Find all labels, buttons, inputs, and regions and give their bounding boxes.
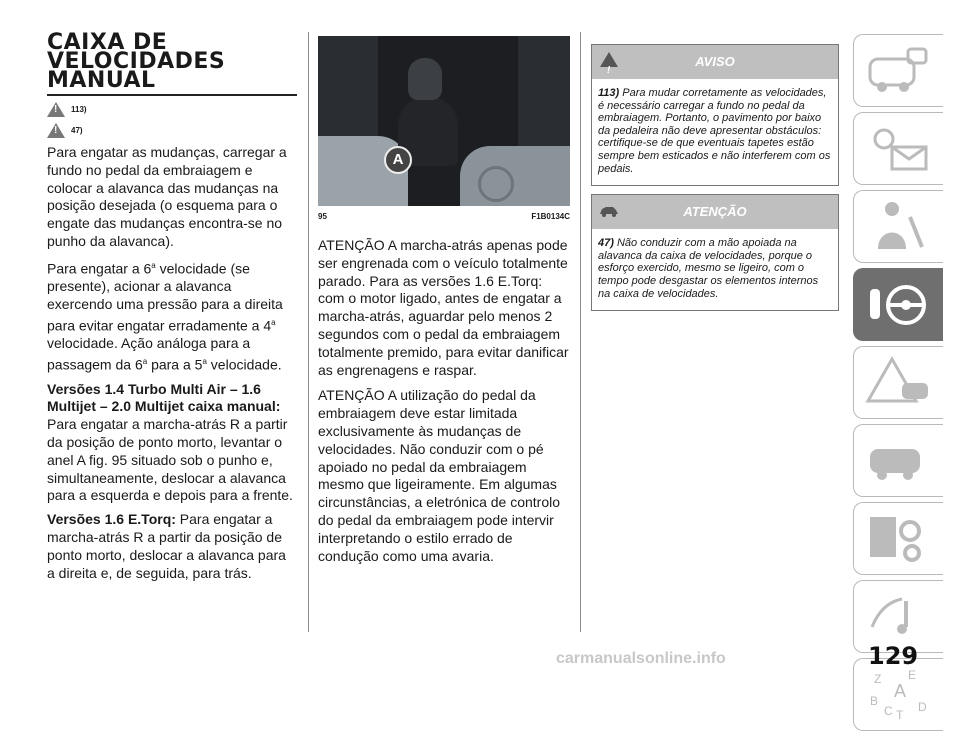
svg-text:B: B: [870, 694, 879, 708]
figure-code: F1B0134C: [531, 212, 570, 221]
atencao-text: 47) Não conduzir com a mão apoiada na alavanca da caixa de velocidades, porque o esforço exercido, mesmo se ligeiro, com o tempo pode desgastar os elementos internos na caixa de velocidades.: [598, 237, 819, 300]
warning-ref: ! 113): [47, 102, 297, 117]
svg-text:A: A: [894, 681, 907, 701]
gears-icon: [862, 509, 932, 567]
aviso-text: 113) Para mudar corretamente as velocidades, é necessário carregar a fundo no pedal da embraiagem. Portanto, o pavimento por baixo da pedaleira não deve apresentar obstáculos: certifique-se de que eventuais tapetes estão sempre bem esticados e não interferem com os pedais.: [598, 87, 831, 175]
tab-technical-data[interactable]: [853, 502, 943, 575]
paragraph: ATENÇÃO A marcha-atrás apenas pode ser engrenada com o veículo totalmente parado. Para as versões 1.6 E.Torq: com o motor ligado, antes de engatar a marcha-atrás, aguardar pelo menos 2 segundos com o pedal da embraiagem totalmente premido, para evitar danificar as engrenagens e raspar.: [318, 237, 569, 378]
page-number: 129: [868, 642, 919, 670]
atencao-box: [591, 194, 839, 311]
paragraph: Para engatar as mudanças, carregar a fundo no pedal da embraiagem e colocar a alavanca das mudanças na posição desejada (o esquema para o engate das mudanças encontra-se no punho da alavanca).: [47, 144, 287, 249]
figure-callout-label: A: [384, 146, 412, 174]
aviso-header: ! AVISO: [592, 45, 838, 79]
tab-warning-lights[interactable]: [853, 112, 943, 185]
svg-text:D: D: [918, 700, 927, 714]
column-divider: [308, 32, 309, 632]
paragraph: Versões 1.4 Turbo Multi Air – 1.6 Multijet – 2.0 Multijet caixa manual: Para engatar a marcha-atrás R a partir da posição de ponto morto, levantar o anel A fig. 95 situado sob o punho e, simultaneamente, deslocar a alavanca para a esquerda e depois para a frente.: [47, 380, 293, 504]
svg-text:T: T: [896, 708, 904, 722]
warning-lights-icon: [862, 119, 932, 177]
tab-starting-driving[interactable]: [853, 268, 943, 341]
caution-car-icon: [47, 123, 65, 138]
car-service-icon: [862, 431, 932, 489]
tab-safety[interactable]: [853, 190, 943, 263]
tab-maintenance[interactable]: [853, 424, 943, 497]
tab-emergency[interactable]: [853, 346, 943, 419]
svg-text:Z: Z: [874, 672, 882, 686]
warning-triangle-icon: [600, 52, 618, 67]
car-dashboard-icon: [862, 41, 932, 99]
alphabetical-index-icon: [862, 665, 932, 723]
multimedia-icon: [862, 587, 932, 645]
tab-dashboard[interactable]: [853, 34, 943, 107]
text-column-1: [47, 0, 297, 582]
text-column-2: [318, 0, 570, 573]
seatbelt-person-icon: [862, 197, 932, 255]
paragraph: Para engatar a 6$^a$ velocidade (se presente), acionar a alavanca exercendo uma pressão para a direita para evitar engatar erradamente a 4$^a$ velocidade. Ação análoga para a passagem da 6$^a$ para a 5$^a$ velocidade.: [47, 260, 283, 373]
paragraph: ATENÇÃO A utilização do pedal da embraiagem deve estar limitada exclusivamente às mudanças de velocidades. Não conduzir com o pé apoiado no pedal da embraiagem mesmo que ligeiramente. Em algumas circunstâncias, a eletrónica de controlo do pedal da embraiagem pode intervir interpretando o estilo errado de condução como uma avaria.: [318, 387, 561, 564]
key-steering-wheel-icon: [862, 275, 932, 333]
watermark: carmanualsonline.info: [556, 650, 726, 667]
svg-text:E: E: [908, 668, 917, 682]
aviso-box: [591, 44, 839, 186]
gear-lever-photo: [318, 36, 570, 206]
atencao-header: ATENÇÃO: [592, 195, 838, 229]
caution-ref: ! 47): [47, 123, 297, 138]
emergency-triangle-car-icon: [862, 353, 932, 411]
column-divider: [580, 32, 581, 632]
figure-number: 95: [318, 212, 327, 221]
chapter-sidebar: [853, 34, 943, 736]
figure-caption: [318, 212, 570, 221]
svg-text:C: C: [884, 704, 893, 718]
caution-car-icon: [598, 204, 620, 218]
warning-triangle-icon: [47, 102, 65, 117]
section-heading: CAIXA DE VELOCIDADES MANUAL: [47, 33, 297, 96]
notes-column: [591, 0, 839, 311]
paragraph: Versões 1.6 E.Torq: Para engatar a marcha-atrás R a partir da posição de ponto morto, deslocar a alavanca para a direita e, de seguida, para trás.: [47, 511, 286, 581]
